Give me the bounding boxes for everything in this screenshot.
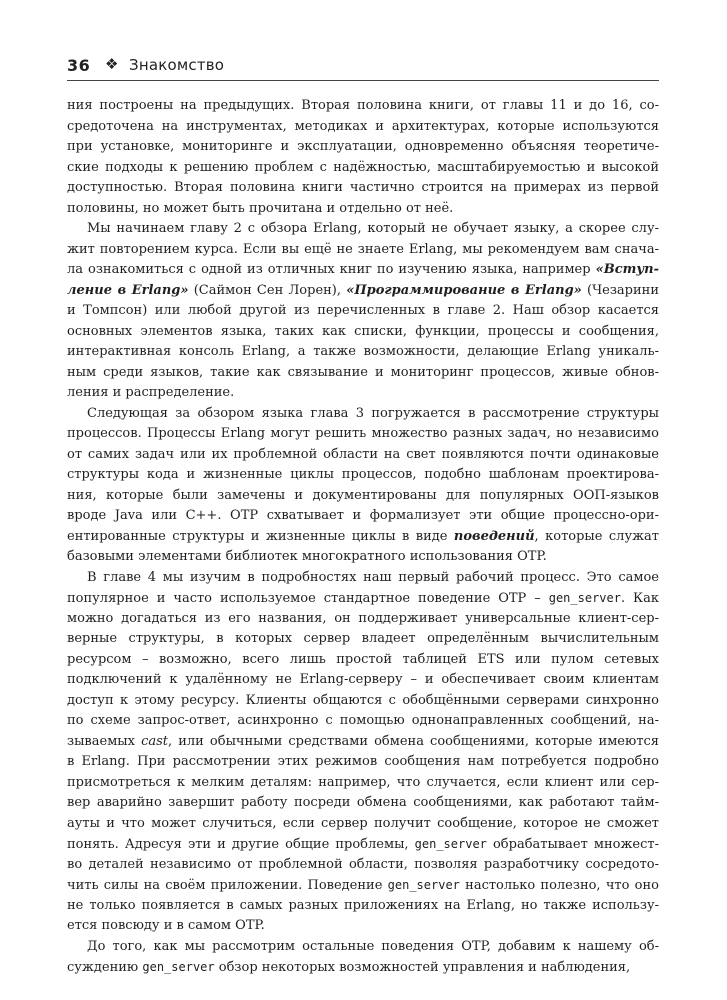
- text-segment: доступностью. Вторая половина книги частично строится на примерах из первой: [67, 180, 659, 195]
- text-segment: и Томпсон) или любой другой из перечисленных в главе 2. Наш обзор касается: [67, 303, 659, 318]
- text-line: [67, 137, 659, 158]
- text-segment: половины, но может быть прочитана и отдельно от неё.: [67, 200, 454, 216]
- paragraph: [67, 96, 659, 219]
- text-line: [67, 342, 659, 363]
- text-segment: можно догадаться из его названия, он поддерживает универсальные клиент-сер-: [67, 610, 659, 626]
- text-line: [67, 158, 659, 179]
- inline-code: gen_server: [414, 837, 487, 851]
- text-segment: В главе 4 мы изучим в подробностях наш первый рабочий процесс. Это самое: [87, 569, 659, 585]
- text-line: [67, 527, 659, 548]
- text-segment: ентированные структуры и жизненные циклы в виде: [67, 528, 454, 544]
- emphasis-text: поведений: [453, 528, 535, 544]
- text-line: [67, 506, 659, 527]
- text-segment: настолько полезно, что оно: [459, 878, 659, 893]
- text-segment: ления и распределение.: [67, 385, 235, 400]
- text-line: [67, 178, 659, 199]
- text-line: [67, 855, 659, 876]
- text-segment: структуры кода и жизненные циклы процессов, подобно шаблонам проектирова-: [67, 467, 659, 482]
- text-segment: при установке, мониторинге и эксплуатации, одновременно объясняя теоретиче-: [67, 139, 659, 154]
- text-line: [67, 896, 659, 917]
- text-line: [67, 937, 659, 958]
- text-segment: зываемых: [67, 733, 142, 749]
- text-segment: ские подходы к решению проблем с надёжностью, масштабируемостью и высокой: [67, 159, 659, 175]
- paragraph: [67, 404, 659, 568]
- text-segment: популярное и часто используемое стандартное поведение OTP –: [67, 591, 549, 606]
- text-line: [67, 424, 659, 445]
- text-line: [67, 199, 659, 220]
- text-line: [67, 834, 659, 855]
- running-head: [67, 52, 659, 81]
- text-line: [67, 732, 659, 753]
- text-line: [67, 752, 659, 773]
- text-line: [67, 404, 659, 425]
- text-line: [67, 609, 659, 630]
- text-segment: интерактивная консоль Erlang, а также возможности, делающие Erlang уникаль-: [67, 344, 659, 359]
- emphasis-text: cast: [141, 733, 169, 749]
- text-line: [67, 547, 659, 568]
- text-segment: вер аварийно завершит работу посреди обмена сообщениями, как работают тайм-: [67, 795, 659, 810]
- text-line: [67, 773, 659, 794]
- text-segment: верные структуры, в которых сервер владеет определённым вычислительным: [67, 631, 659, 646]
- page-number: 36: [67, 56, 91, 75]
- ornament-separator-icon: ❖: [105, 55, 119, 73]
- text-line: [67, 916, 659, 937]
- text-segment: в Erlang. При рассмотрении этих режимов сообщения нам потребуется подробно: [67, 754, 659, 769]
- text-segment: ресурсом – возможно, всего лишь простой таблицей ETS или пулом сетевых: [67, 651, 659, 667]
- text-line: [67, 445, 659, 466]
- text-segment: обзор некоторых возможностей управления и наблюдения,: [214, 960, 631, 975]
- emphasis-text: «Вступ-: [595, 262, 659, 277]
- text-line: [67, 568, 659, 589]
- text-line: [67, 301, 659, 322]
- text-line: [67, 814, 659, 835]
- text-line: [67, 486, 659, 507]
- text-segment: ным среди языков, такие как связывание и мониторинг процессов, живые обнов-: [67, 364, 659, 380]
- text-segment: подключений к удалённому не Erlang-серверу – и обеспечивает своим клиентам: [67, 672, 659, 687]
- text-line: [67, 240, 659, 261]
- text-segment: ауты и что может случиться, если сервер получит сообщение, которое не сможет: [67, 815, 659, 831]
- paragraph: [67, 568, 659, 937]
- text-segment: , которые служат: [534, 528, 659, 544]
- text-segment: доступ к этому ресурсу. Клиенты общаются с обобщёнными серверами синхронно: [67, 692, 659, 708]
- text-segment: жит повторением курса. Если вы ещё не знаете Erlang, мы рекомендуем вам снача-: [67, 241, 659, 257]
- text-segment: ния, которые были замечены и документированы для популярных ООП-языков: [67, 487, 659, 503]
- text-segment: (Саймон Сен Лорен),: [188, 282, 347, 298]
- text-segment: Мы начинаем главу 2 с обзора Erlang, который не обучает языку, а скорее слу-: [87, 221, 659, 236]
- emphasis-text: «Программирование в Erlang»: [346, 282, 582, 298]
- text-line: [67, 650, 659, 671]
- text-segment: во деталей независимо от проблемной области, позволяя разработчику сосредото-: [67, 856, 659, 872]
- emphasis-text: ление в Erlang»: [67, 282, 189, 298]
- text-line: [67, 670, 659, 691]
- text-segment: Следующая за обзором языка глава 3 погружается в рассмотрение структуры: [87, 405, 659, 421]
- text-line: [67, 322, 659, 343]
- text-segment: средоточена на инструментах, методиках и архитектурах, которые используются: [67, 118, 659, 134]
- paragraph: [67, 937, 659, 978]
- inline-code: gen_server: [548, 591, 621, 605]
- text-line: [67, 875, 659, 896]
- text-segment: (Чезарини: [581, 282, 659, 298]
- text-line: [67, 465, 659, 486]
- text-segment: ется повсюду и в самом OTP.: [67, 918, 265, 933]
- text-segment: обрабатывает множест-: [486, 837, 659, 852]
- text-segment: суждению: [67, 960, 143, 975]
- text-segment: До того, как мы рассмотрим остальные поведения OTP, добавим к нашему об-: [87, 938, 659, 954]
- text-line: [67, 629, 659, 650]
- text-line: [67, 363, 659, 384]
- text-segment: понять. Адресуя эти и другие общие проблемы,: [67, 837, 415, 852]
- text-segment: ла ознакомиться с одной из отличных книг по изучению языка, например: [67, 262, 596, 277]
- paragraph: [67, 219, 659, 404]
- text-line: [67, 260, 659, 281]
- inline-code: gen_server: [142, 960, 215, 974]
- text-line: [67, 117, 659, 138]
- text-segment: по схеме запрос-ответ, асинхронно с помощью однонаправленных сообщений, на-: [67, 713, 659, 728]
- text-line: [67, 281, 659, 302]
- text-line: [67, 383, 659, 404]
- body-text: [67, 96, 659, 978]
- text-line: [67, 711, 659, 732]
- text-line: [67, 219, 659, 240]
- text-segment: чить силы на своём приложении. Поведение: [67, 878, 388, 893]
- text-segment: присмотреться к мелким деталям: например, что случается, если клиент или сер-: [67, 774, 659, 790]
- text-segment: ния построены на предыдущих. Вторая половина книги, от главы 11 и до 16, со-: [67, 98, 659, 113]
- text-segment: базовыми элементами библиотек многократного использования OTP.: [67, 549, 547, 564]
- text-segment: вроде Java или C++. OTP схватывает и формализует эти общие процессно-ори-: [67, 508, 659, 523]
- text-segment: , или обычными средствами обмена сообщениями, которые имеются: [168, 733, 659, 749]
- inline-code: gen_server: [387, 878, 460, 892]
- text-line: [67, 96, 659, 117]
- text-segment: процессов. Процессы Erlang могут решить множество разных задач, но независимо: [67, 426, 659, 441]
- text-segment: от самих задач или их проблемной области на свет появляются почти одинаковые: [67, 446, 659, 462]
- text-line: [67, 957, 659, 978]
- text-line: [67, 793, 659, 814]
- text-segment: не только появляется в самых разных приложениях на Erlang, но также использу-: [67, 897, 659, 913]
- chapter-title: Знакомство: [129, 56, 225, 74]
- text-segment: основных элементов языка, таких как списки, функции, процессы и сообщения,: [67, 323, 659, 339]
- text-segment: . Как: [620, 591, 659, 606]
- text-line: [67, 691, 659, 712]
- text-line: [67, 588, 659, 609]
